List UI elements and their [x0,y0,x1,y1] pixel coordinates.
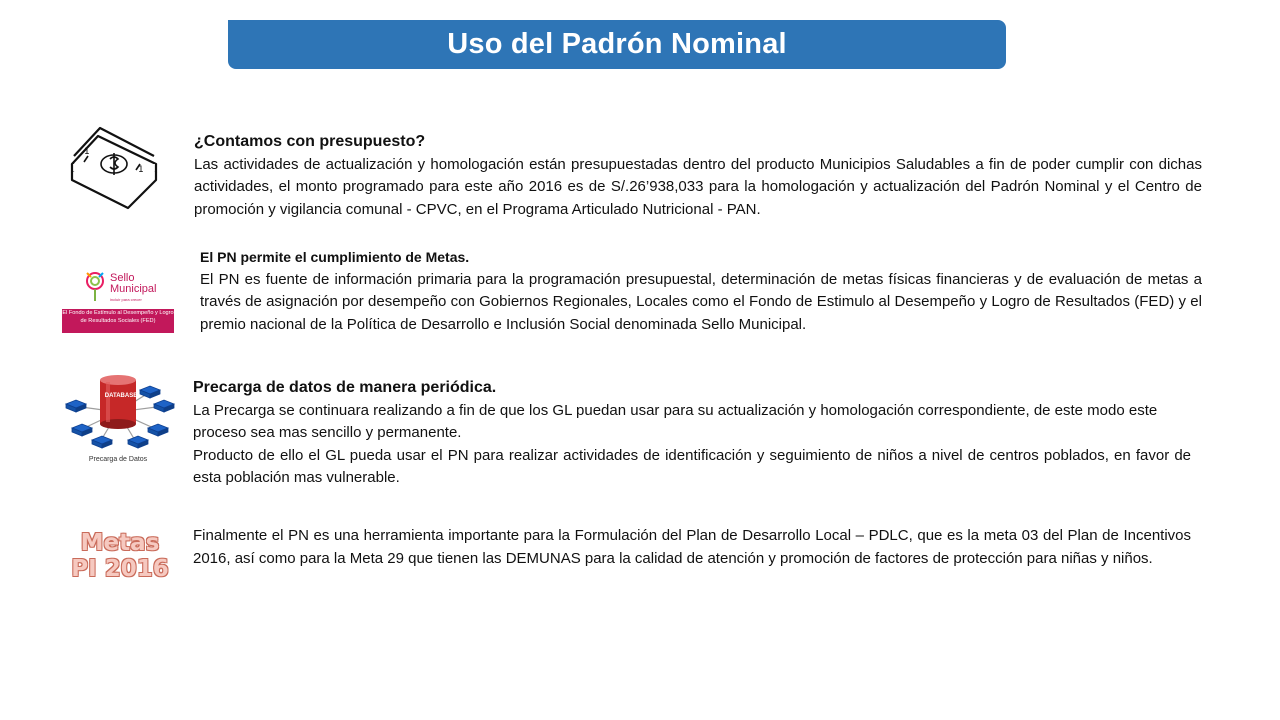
section-heading: ¿Contamos con presupuesto? [194,133,426,150]
metas-pi-wordart [62,530,178,582]
section-presupuesto [194,131,1202,221]
section-metas [200,246,1202,336]
section-body-1: La Precarga se continuara realizando a fin de que los GL puedan usar para su actualización y homologación correspondiente, de este modo este proceso sea mas sencillo y permanente. [193,401,1158,441]
title-banner [228,20,1006,69]
section-body-2: Producto de ello el GL pueda usar el PN para realizar actividades de identificación y seguimiento de niños a nivel de centros poblados, en favor de esta población mas vulnerable. [193,446,1191,486]
database-network-icon [60,372,176,458]
svg-text:1: 1 [84,147,90,157]
sello-logo-name: Sello Municipal [110,272,157,295]
database-label: DATABASE [104,393,138,399]
sello-logo-subtitle: incluir para crecer [110,297,142,302]
precarga-caption: Precarga de Datos [88,456,148,463]
fed-caption: El Fondo de Estímulo al Desempeño y Logro de Resultados Sociales (FED) [62,309,174,333]
section-plan-desarrollo [193,525,1191,570]
section-heading: Precarga de datos de manera periódica. [193,379,497,396]
section-body: Finalmente el PN es una herramienta importante para la Formulación del Plan de Desarrollo Local – PDLC, que es la meta 03 del Plan de Incentivos 2016, así como para la Meta 29 que tienen las DEMUNAS para la calidad de atención y promoción de factores de protección para niñas y niños. [193,527,1191,567]
page-title: Uso del Padrón Nominal [447,28,787,60]
wordart-line-2: PI 2016 [71,556,169,582]
section-body: El PN es fuente de información primaria para la programación presupuestal, determinación de metas físicas financieras y de evaluación de metas a través de asignación por desempeño con Gobiernos Regionales, Locales como el Fondo de Estimulo al Desempeño y Logro de Resultados (FED) y el premio nacional de la Política de Desarrollo e Inclusión Social denominada Sello Municipal. [200,270,1202,333]
section-precarga [193,377,1191,490]
section-heading: El PN permite el cumplimiento de Metas. [200,249,470,265]
svg-text:1: 1 [138,165,144,175]
wordart-line-1: Metas [80,530,160,556]
section-body: Las actividades de actualización y homologación están presupuestadas dentro del producto Municipios Saludables a fin de poder cumplir con dichas actividades, el monto programado para este año 2016 es de S/.26’938,033 para la homologación y actualización del Padrón Nominal y el Centro de promoción y vigilancia comunal - CPVC, en el Programa Articulado Nutricional - PAN. [194,155,1202,218]
sello-municipal-logo [62,265,174,335]
sello-flower-icon [82,267,108,303]
money-stack-icon [64,126,160,212]
